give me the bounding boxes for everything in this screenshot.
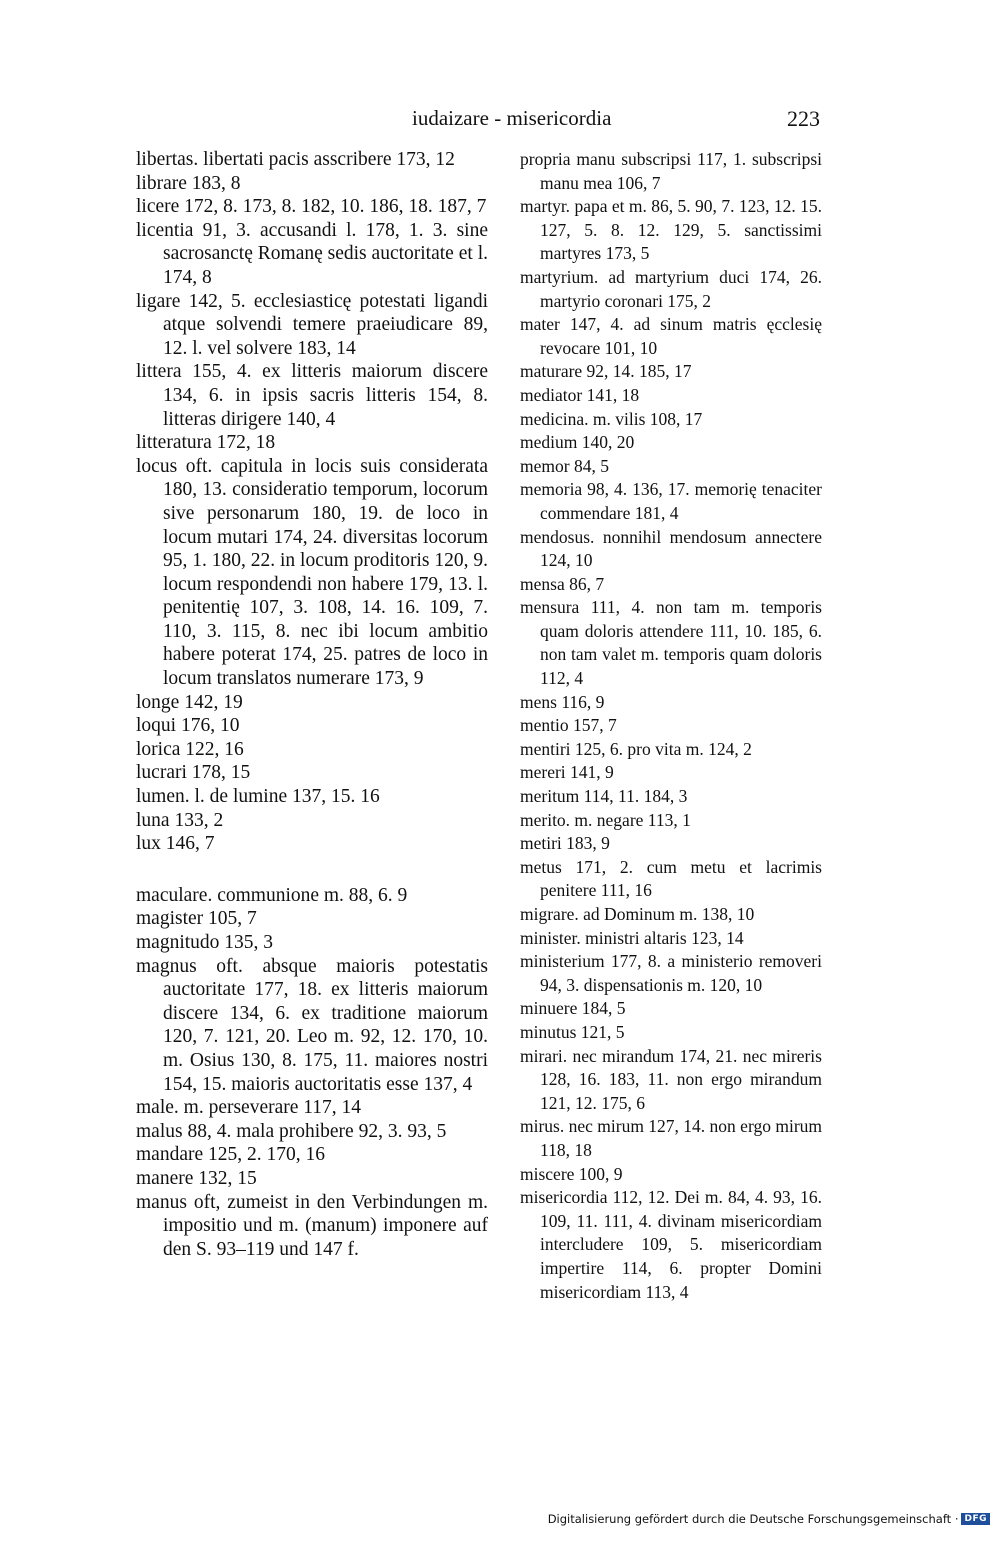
index-entry: miscere 100, 9	[520, 1163, 623, 1184]
index-entry: mensa 86, 7	[520, 573, 605, 594]
dfg-logo: DFG	[961, 1513, 990, 1525]
index-entry: manere 132, 15	[136, 1167, 257, 1189]
index-entry: mater 147, 4. ad sinum matris ęcclesię revocare 101, 10	[520, 314, 822, 358]
index-entry: locus oft. capitula in locis suis considerata 180, 13. consideratio temporum, locorum sive personarum 180, 19. de loco in locum mutari 174, 24. diversitas locorum 95, 1. 180, 22. in locum proditoris 120, 9. locum respondendi non habere 179, 13. l. penitentię 107, 3. 108, 14. 16. 109, 7. 110, 3. 115, 8. nec ibi locum ambitio habere poterat 174, 25. patres de loco in locum translatos numerare 173, 9	[136, 455, 488, 690]
index-entry: litteratura 172, 18	[136, 432, 276, 454]
index-entry: meritum 114, 11. 184, 3	[520, 786, 688, 807]
page-number: 223	[787, 106, 820, 131]
index-entry: medicina. m. vilis 108, 17	[520, 408, 703, 429]
index-entry: minister. ministri altaris 123, 14	[520, 927, 744, 948]
section-gap	[136, 856, 488, 884]
index-entry: malus 88, 4. mala prohibere 92, 3. 93, 5	[136, 1120, 447, 1142]
index-entry: martyr. papa et m. 86, 5. 90, 7. 123, 12. 15. 127, 5. 8. 12. 129, 5. sanctissimi martyres 173, 5	[520, 196, 822, 264]
index-entry: mirari. nec mirandum 174, 21. nec mireris 128, 16. 183, 11. non ergo mirandum 121, 12. 175, 6	[520, 1045, 822, 1113]
index-entry: magnus oft. absque maioris potestatis auctoritate 177, 18. ex litteris maiorum discere 134, 6. ex traditione maiorum 120, 7. 121, 20. Leo m. 92, 12. 170, 10. m. Osius 130, 8. 175, 11. maiores nostri 154, 15. maioris auctoritatis esse 137, 4	[136, 955, 488, 1095]
index-entry: littera 155, 4. ex litteris maiorum discere 134, 6. in ipsis sacris litteris 154, 8. litteras dirigere 140, 4	[136, 361, 488, 430]
index-entry: ligare 142, 5. ecclesiasticę potestati ligandi atque solvendi temere praeiudicare 89, 12. l. vel solvere 183, 14	[136, 290, 488, 359]
index-entry: luna 133, 2	[136, 809, 224, 831]
index-entry: misericordia 112, 12. Dei m. 84, 4. 93, 16. 109, 11. 111, 4. divinam misericordiam intercludere 109, 5. misericordiam impertire 114, 6. propter Domini misericordiam 113, 4	[520, 1187, 822, 1302]
index-entry: loqui 176, 10	[136, 715, 240, 737]
index-entry: minutus 121, 5	[520, 1021, 625, 1042]
index-entry: mirus. nec mirum 127, 14. non ergo mirum 118, 18	[520, 1116, 823, 1160]
index-entry: mens 116, 9	[520, 691, 605, 712]
index-entry: magister 105, 7	[136, 908, 257, 930]
index-entry: metus 171, 2. cum metu et lacrimis penitere 111, 16	[520, 856, 822, 901]
page-header	[130, 106, 820, 136]
index-entry: manus oft, zumeist in den Verbindungen m. impositio und m. (manum) imponere auf den S. 93–119 und 147 f.	[136, 1191, 488, 1260]
index-entry: mendosus. nonnihil mendosum annectere 124, 10	[520, 526, 822, 571]
index-entry: lucrari 178, 15	[136, 762, 251, 784]
index-column-left	[136, 148, 488, 1261]
index-entry: lux 146, 7	[136, 833, 215, 855]
index-entry: mensura 111, 4. non tam m. temporis quam doloris attendere 111, 10. 185, 6. non tam valet m. temporis quam doloris 112, 4	[520, 597, 822, 689]
index-entry: mentio 157, 7	[520, 715, 617, 736]
index-entry: merito. m. negare 113, 1	[520, 809, 691, 830]
index-entry: minuere 184, 5	[520, 998, 626, 1019]
index-entry: librare 183, 8	[136, 172, 241, 194]
index-entry: libertas. libertati pacis asscribere 173, 12	[136, 149, 455, 170]
index-entry: maculare. communione m. 88, 6. 9	[136, 884, 408, 906]
index-entry: martyrium. ad martyrium duci 174, 26. martyrio coronari 175, 2	[520, 266, 822, 311]
index-entry: lorica 122, 16	[136, 738, 244, 760]
index-entry: migrare. ad Dominum m. 138, 10	[520, 904, 755, 924]
index-column-right	[520, 148, 822, 1304]
index-entry: magnitudo 135, 3	[136, 932, 274, 953]
index-entry: memoria 98, 4. 136, 17. memorię tenaciter commendare 181, 4	[520, 479, 822, 523]
index-entry: memor 84, 5	[520, 455, 609, 476]
index-entry: mentiri 125, 6. pro vita m. 124, 2	[520, 738, 752, 759]
index-entry: propria manu subscripsi 117, 1. subscripsi manu mea 106, 7	[520, 149, 822, 193]
index-entry: mereri 141, 9	[520, 762, 614, 783]
index-entry: metiri 183, 9	[520, 833, 610, 854]
index-entry: licere 172, 8. 173, 8. 182, 10. 186, 18. 187, 7	[136, 196, 487, 218]
index-entry: maturare 92, 14. 185, 17	[520, 361, 692, 382]
index-entry: ministerium 177, 8. a ministerio removeri 94, 3. dispensationis m. 120, 10	[520, 951, 822, 995]
index-entry: lumen. l. de lumine 137, 15. 16	[136, 786, 380, 808]
index-entry: mandare 125, 2. 170, 16	[136, 1144, 326, 1166]
index-entry: licentia 91, 3. accusandi l. 178, 1. 3. sine sacrosanctę Romanę sedis auctoritate et l. 174, 8	[136, 219, 488, 288]
footer-text: Digitalisierung gefördert durch die Deutsche Forschungsgemeinschaft ·	[547, 1512, 959, 1526]
running-head: iudaizare - misericordia	[412, 106, 612, 130]
index-entry: mediator 141, 18	[520, 384, 640, 405]
index-entry: longe 142, 19	[136, 691, 243, 713]
index-entry: male. m. perseverare 117, 14	[136, 1097, 362, 1119]
footer-credit	[548, 1512, 990, 1526]
index-entry: medium 140, 20	[520, 432, 635, 453]
